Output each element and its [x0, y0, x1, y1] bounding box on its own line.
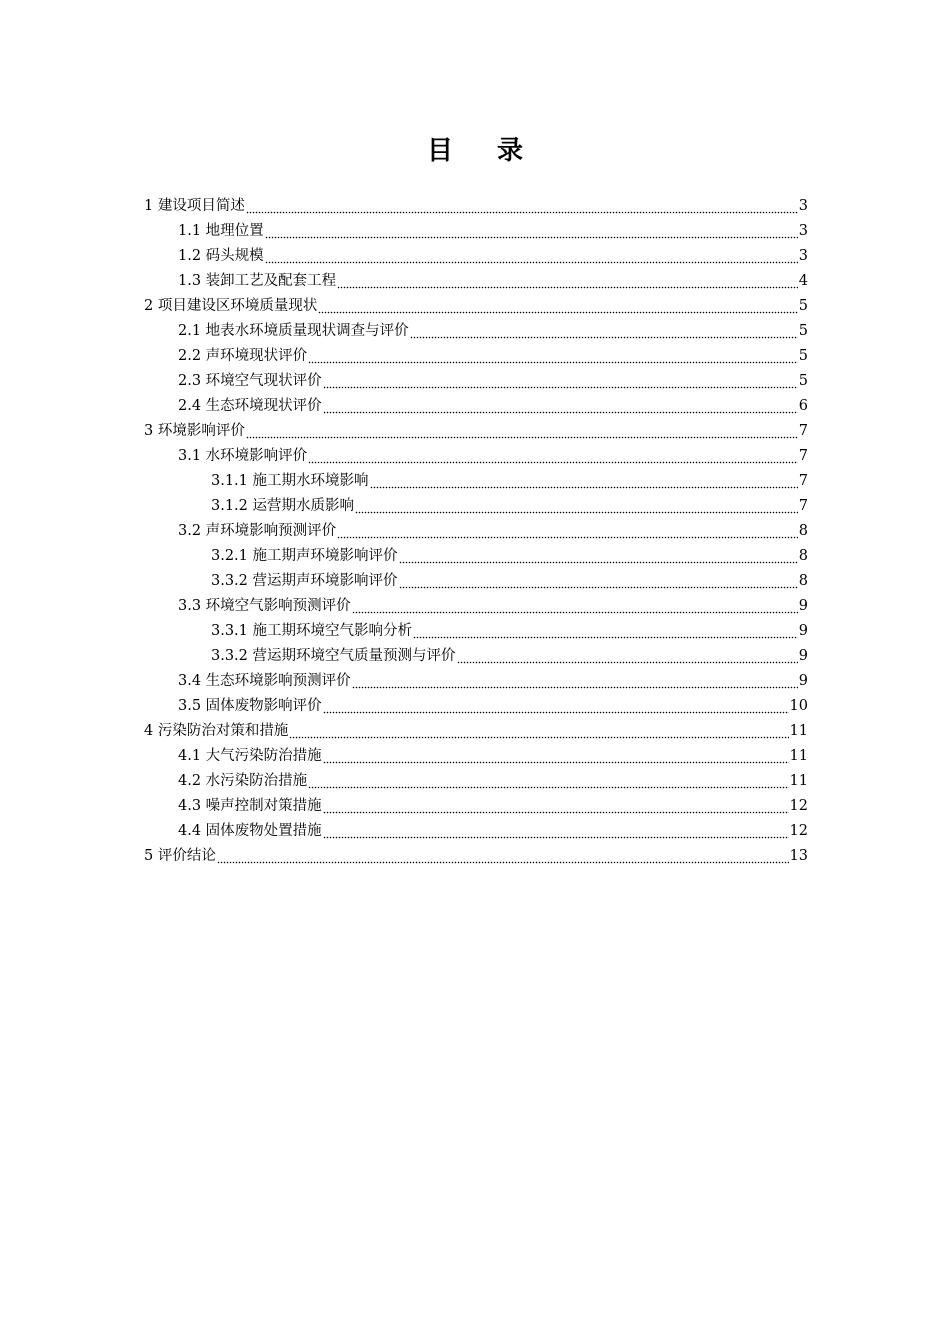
- toc-entry-title: 3.4 生态环境影响预测评价: [178, 673, 351, 689]
- toc-entry-page-number: 5: [798, 298, 808, 314]
- toc-entry-title: 3.2 声环境影响预测评价: [178, 523, 337, 539]
- toc-entry[interactable]: [144, 766, 808, 791]
- toc-entry[interactable]: [144, 466, 808, 491]
- toc-entry-title: 2.3 环境空气现状评价: [178, 373, 322, 389]
- toc-leader-dots: [337, 271, 798, 291]
- toc-entry-page-number: 13: [789, 848, 808, 864]
- toc-entry-title: 3.2.1 施工期声环境影响评价: [211, 548, 398, 564]
- toc-entry[interactable]: [144, 791, 808, 816]
- toc-entry-page-number: 10: [789, 698, 808, 714]
- toc-leader-dots: [410, 321, 798, 341]
- toc-entry-page-number: 7: [798, 423, 808, 439]
- toc-leader-dots: [318, 296, 797, 316]
- toc-entry[interactable]: [144, 566, 808, 591]
- toc-entry-page-number: 9: [798, 598, 808, 614]
- toc-entry-title: 3.1.2 运营期水质影响: [211, 498, 355, 514]
- toc-entry[interactable]: [144, 191, 808, 216]
- toc-entry[interactable]: [144, 366, 808, 391]
- toc-leader-dots: [308, 771, 788, 791]
- toc-leader-dots: [246, 421, 798, 441]
- toc-leader-dots: [323, 796, 789, 816]
- toc-entry-page-number: 7: [798, 498, 808, 514]
- toc-entry[interactable]: [144, 616, 808, 641]
- page-title: [0, 134, 950, 168]
- toc-entry-page-number: 8: [798, 523, 808, 539]
- toc-entry-title: 3.1.1 施工期水环境影响: [211, 473, 369, 489]
- toc-entry[interactable]: [144, 241, 808, 266]
- toc-leader-dots: [289, 721, 788, 741]
- toc-entry[interactable]: [144, 666, 808, 691]
- toc-entry-page-number: 9: [798, 623, 808, 639]
- toc-entry[interactable]: [144, 841, 808, 866]
- toc-entry-title: 4.3 噪声控制对策措施: [178, 798, 322, 814]
- toc-entry-title: 2 项目建设区环境质量现状: [144, 298, 318, 314]
- toc-entry-page-number: 9: [798, 648, 808, 664]
- toc-leader-dots: [246, 196, 798, 216]
- toc-entry-page-number: 6: [798, 398, 808, 414]
- toc-leader-dots: [323, 746, 789, 766]
- toc-leader-dots: [355, 496, 798, 516]
- toc-entry-title: 1.3 装卸工艺及配套工程: [178, 273, 337, 289]
- toc-leader-dots: [352, 671, 798, 691]
- toc-leader-dots: [413, 621, 798, 641]
- toc-leader-dots: [337, 521, 798, 541]
- toc-entry-title: 1.2 码头规模: [178, 248, 264, 264]
- toc-entry-title: 4.4 固体废物处置措施: [178, 823, 322, 839]
- toc-entry-page-number: 3: [798, 248, 808, 264]
- toc-entry-page-number: 5: [798, 323, 808, 339]
- toc-entry[interactable]: [144, 291, 808, 316]
- toc-entry[interactable]: [144, 266, 808, 291]
- toc-entry[interactable]: [144, 491, 808, 516]
- toc-leader-dots: [323, 696, 789, 716]
- toc-entry-page-number: 5: [798, 348, 808, 364]
- toc-entry[interactable]: [144, 591, 808, 616]
- toc-entry[interactable]: [144, 716, 808, 741]
- toc-entry-page-number: 7: [798, 473, 808, 489]
- toc-entry-page-number: 12: [789, 798, 808, 814]
- toc-entry[interactable]: [144, 516, 808, 541]
- toc-entry-title: 1.1 地理位置: [178, 223, 264, 239]
- toc-entry-title: 4 污染防治对策和措施: [144, 723, 289, 739]
- toc-leader-dots: [399, 571, 798, 591]
- toc-entry[interactable]: [144, 316, 808, 341]
- toc-entry-page-number: 12: [789, 823, 808, 839]
- toc-entry-title: 3.3.1 施工期环境空气影响分析: [211, 623, 413, 639]
- toc-entry-title: 3.3.2 营运期环境空气质量预测与评价: [211, 648, 456, 664]
- title-char-1: 目: [426, 136, 453, 166]
- toc-leader-dots: [308, 346, 798, 366]
- toc-leader-dots: [265, 246, 798, 266]
- toc-leader-dots: [308, 446, 798, 466]
- toc-entry-page-number: 11: [789, 723, 808, 739]
- toc-entry-page-number: 3: [798, 198, 808, 214]
- toc-leader-dots: [399, 546, 798, 566]
- toc-entry-title: 3.5 固体废物影响评价: [178, 698, 322, 714]
- toc-entry-title: 2.2 声环境现状评价: [178, 348, 308, 364]
- toc-entry-page-number: 11: [789, 748, 808, 764]
- toc-entry[interactable]: [144, 391, 808, 416]
- toc-entry-title: 1 建设项目简述: [144, 198, 245, 214]
- toc-leader-dots: [323, 821, 789, 841]
- toc-entry[interactable]: [144, 416, 808, 441]
- toc-entry-title: 4.2 水污染防治措施: [178, 773, 308, 789]
- toc-entry[interactable]: [144, 691, 808, 716]
- toc-entry-page-number: 9: [798, 673, 808, 689]
- toc-entry[interactable]: [144, 441, 808, 466]
- toc-leader-dots: [370, 471, 798, 491]
- toc-entry[interactable]: [144, 341, 808, 366]
- toc-leader-dots: [217, 846, 789, 866]
- table-of-contents: [144, 191, 808, 866]
- toc-leader-dots: [323, 371, 798, 391]
- toc-leader-dots: [323, 396, 798, 416]
- toc-entry-title: 3.3 环境空气影响预测评价: [178, 598, 351, 614]
- toc-entry-title: 5 评价结论: [144, 848, 216, 864]
- toc-entry[interactable]: [144, 216, 808, 241]
- toc-entry[interactable]: [144, 641, 808, 666]
- toc-entry-title: 2.1 地表水环境质量现状调查与评价: [178, 323, 409, 339]
- toc-entry-title: 3 环境影响评价: [144, 423, 245, 439]
- toc-entry-page-number: 5: [798, 373, 808, 389]
- toc-entry-title: 3.3.2 营运期声环境影响评价: [211, 573, 398, 589]
- toc-entry-page-number: 8: [798, 573, 808, 589]
- title-char-2: 录: [497, 136, 524, 166]
- toc-entry-page-number: 3: [798, 223, 808, 239]
- toc-entry-title: 3.1 水环境影响评价: [178, 448, 308, 464]
- toc-entry-page-number: 11: [789, 773, 808, 789]
- toc-entry-page-number: 8: [798, 548, 808, 564]
- toc-leader-dots: [352, 596, 798, 616]
- toc-entry[interactable]: [144, 541, 808, 566]
- toc-leader-dots: [265, 221, 798, 241]
- toc-leader-dots: [457, 646, 798, 666]
- toc-entry-page-number: 7: [798, 448, 808, 464]
- toc-entry[interactable]: [144, 741, 808, 766]
- toc-entry-title: 2.4 生态环境现状评价: [178, 398, 322, 414]
- toc-entry-page-number: 4: [798, 273, 808, 289]
- toc-entry[interactable]: [144, 816, 808, 841]
- toc-entry-title: 4.1 大气污染防治措施: [178, 748, 322, 764]
